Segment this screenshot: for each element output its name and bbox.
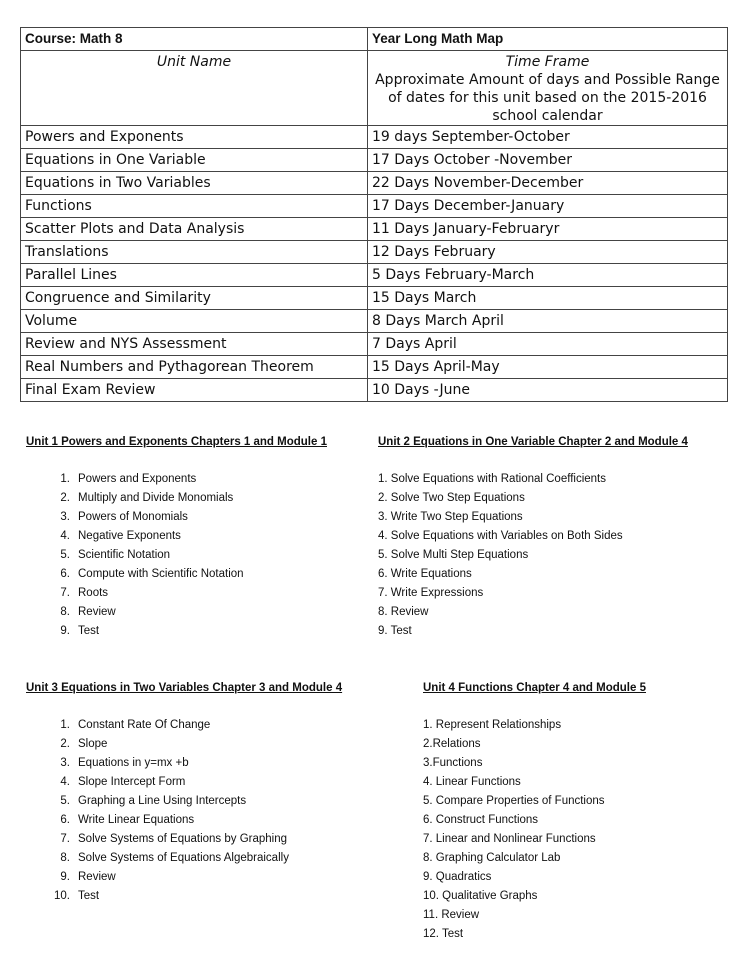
lesson-list [378,470,688,641]
list-item [378,508,688,527]
time-frame-cell: 17 Days December-January [368,195,728,218]
item-number: 3. [60,757,70,769]
lesson-list [52,470,327,641]
time-frame-cell: 15 Days March [368,287,728,310]
list-item [52,887,342,906]
unit-2-section [378,436,688,641]
item-text: 7. Linear and Nonlinear Functions [423,833,596,845]
lesson-list [52,716,342,906]
unit-4-section [423,682,646,944]
list-item [52,489,327,508]
unit-name-cell: Congruence and Similarity [21,287,368,310]
item-text: Review [78,606,116,618]
item-number: 6. [60,568,70,580]
list-item [52,546,327,565]
unit-name-cell: Real Numbers and Pythagorean Theorem [21,356,368,379]
item-text: Test [78,625,100,637]
item-number: 3. [60,511,70,523]
unit-name-cell: Equations in Two Variables [21,172,368,195]
table-row [21,195,728,218]
item-text: 12. Test [423,928,464,940]
list-item [52,716,342,735]
list-item [423,811,646,830]
time-frame-header: Time Frame [505,54,590,70]
item-text: Review [78,871,116,883]
time-frame-cell: 10 Days -June [368,379,728,402]
lesson-list [423,716,646,944]
list-item [52,527,327,546]
item-text: 10. Qualitative Graphs [423,890,538,902]
item-number: 4. [60,776,70,788]
list-item [423,792,646,811]
list-item [423,849,646,868]
item-text: 7. Write Expressions [378,587,484,599]
item-text: Powers of Monomials [78,511,188,523]
item-text: 6. Write Equations [378,568,472,580]
time-frame-cell: 7 Days April [368,333,728,356]
table-row [21,126,728,149]
item-text: 1. Represent Relationships [423,719,562,731]
item-text: 9. Quadratics [423,871,492,883]
item-text: 5. Solve Multi Step Equations [378,549,529,561]
item-text: 1. Solve Equations with Rational Coefficients [378,473,607,485]
item-text: 4. Solve Equations with Variables on Both Sides [378,530,623,542]
list-item [423,887,646,906]
item-text: Slope Intercept Form [78,776,186,788]
item-text: Equations in y=mx +b [78,757,189,769]
map-title: Year Long Math Map [368,28,728,51]
item-number: 6. [60,814,70,826]
table-row [21,333,728,356]
list-item [378,622,688,641]
list-item [378,546,688,565]
item-text: Solve Systems of Equations by Graphing [78,833,288,845]
item-text: 11. Review [423,909,480,921]
table-row [21,287,728,310]
item-text: Solve Systems of Equations Algebraically [78,852,289,864]
list-item [378,489,688,508]
table-row [21,356,728,379]
unit-1-section [26,436,327,641]
item-text: Compute with Scientific Notation [78,568,244,580]
item-text: 9. Test [378,625,412,637]
item-number: 4. [60,530,70,542]
list-item [423,773,646,792]
item-number: 1. [60,719,70,731]
item-text: 3. Write Two Step Equations [378,511,523,523]
unit-name-cell: Final Exam Review [21,379,368,402]
list-item [52,773,342,792]
item-text: Negative Exponents [78,530,181,542]
item-text: Graphing a Line Using Intercepts [78,795,247,807]
unit-name-header: Unit Name [156,54,232,70]
unit-heading: Unit 4 Functions Chapter 4 and Module 5 [423,682,646,694]
unit-heading: Unit 1 Powers and Exponents Chapters 1 and Module 1 [26,436,327,448]
list-item [52,603,327,622]
list-item [52,470,327,489]
item-number: 5. [60,549,70,561]
list-item [52,622,327,641]
list-item [423,754,646,773]
item-text: Slope [78,738,108,750]
table-row [21,310,728,333]
unit-name-cell: Equations in One Variable [21,149,368,172]
item-number: 7. [60,833,70,845]
course-label: Course: Math 8 [21,28,368,51]
item-text: Write Linear Equations [78,814,195,826]
list-item [378,584,688,603]
item-text: Roots [78,587,109,599]
list-item [52,830,342,849]
list-item [423,716,646,735]
list-item [378,527,688,546]
item-text: 3.Functions [423,757,483,769]
table-row [21,264,728,287]
item-text: 2.Relations [423,738,481,750]
item-text: 5. Compare Properties of Functions [423,795,605,807]
item-number: 10. [54,890,70,902]
list-item [378,565,688,584]
item-text: Constant Rate Of Change [78,719,211,731]
list-item [52,735,342,754]
unit-name-cell: Powers and Exponents [21,126,368,149]
item-text: 4. Linear Functions [423,776,521,788]
year-long-map-table [20,27,728,402]
time-frame-cell: 15 Days April-May [368,356,728,379]
table-row [21,172,728,195]
unit-name-cell: Parallel Lines [21,264,368,287]
time-frame-cell: 11 Days January-Februaryr [368,218,728,241]
time-frame-cell: 22 Days November-December [368,172,728,195]
unit-3-section [26,682,342,906]
item-number: 7. [60,587,70,599]
item-text: Test [78,890,100,902]
unit-name-cell: Volume [21,310,368,333]
time-frame-description: Approximate Amount of days and Possible Range of dates for this unit based on the 2015-2016 school calendar [375,72,720,124]
item-number: 5. [60,795,70,807]
time-frame-cell: 12 Days February [368,241,728,264]
item-text: Powers and Exponents [78,473,197,485]
item-text: 8. Graphing Calculator Lab [423,852,561,864]
item-text: 6. Construct Functions [423,814,539,826]
list-item [423,906,646,925]
list-item [423,830,646,849]
item-number: 2. [60,492,70,504]
item-number: 1. [60,473,70,485]
unit-name-cell: Review and NYS Assessment [21,333,368,356]
list-item [52,754,342,773]
unit-name-cell: Scatter Plots and Data Analysis [21,218,368,241]
item-number: 9. [60,871,70,883]
item-number: 8. [60,852,70,864]
list-item [52,508,327,527]
list-item [378,470,688,489]
list-item [52,868,342,887]
list-item [52,584,327,603]
table-row [21,218,728,241]
unit-name-cell: Translations [21,241,368,264]
unit-heading: Unit 3 Equations in Two Variables Chapter 3 and Module 4 [26,682,343,694]
list-item [52,811,342,830]
list-item [423,925,646,944]
list-item [52,792,342,811]
time-frame-cell: 19 days September-October [368,126,728,149]
time-frame-cell: 5 Days February-March [368,264,728,287]
table-row [21,241,728,264]
item-text: 2. Solve Two Step Equations [378,492,525,504]
item-text: 8. Review [378,606,429,618]
table-row [21,149,728,172]
item-text: Multiply and Divide Monomials [78,492,234,504]
list-item [423,868,646,887]
item-number: 8. [60,606,70,618]
list-item [52,565,327,584]
list-item [52,849,342,868]
list-item [378,603,688,622]
list-item [423,735,646,754]
time-frame-cell: 17 Days October -November [368,149,728,172]
table-row [21,379,728,402]
unit-heading: Unit 2 Equations in One Variable Chapter 2 and Module 4 [378,436,688,448]
item-number: 2. [60,738,70,750]
item-number: 9. [60,625,70,637]
time-frame-cell: 8 Days March April [368,310,728,333]
item-text: Scientific Notation [78,549,171,561]
unit-name-cell: Functions [21,195,368,218]
